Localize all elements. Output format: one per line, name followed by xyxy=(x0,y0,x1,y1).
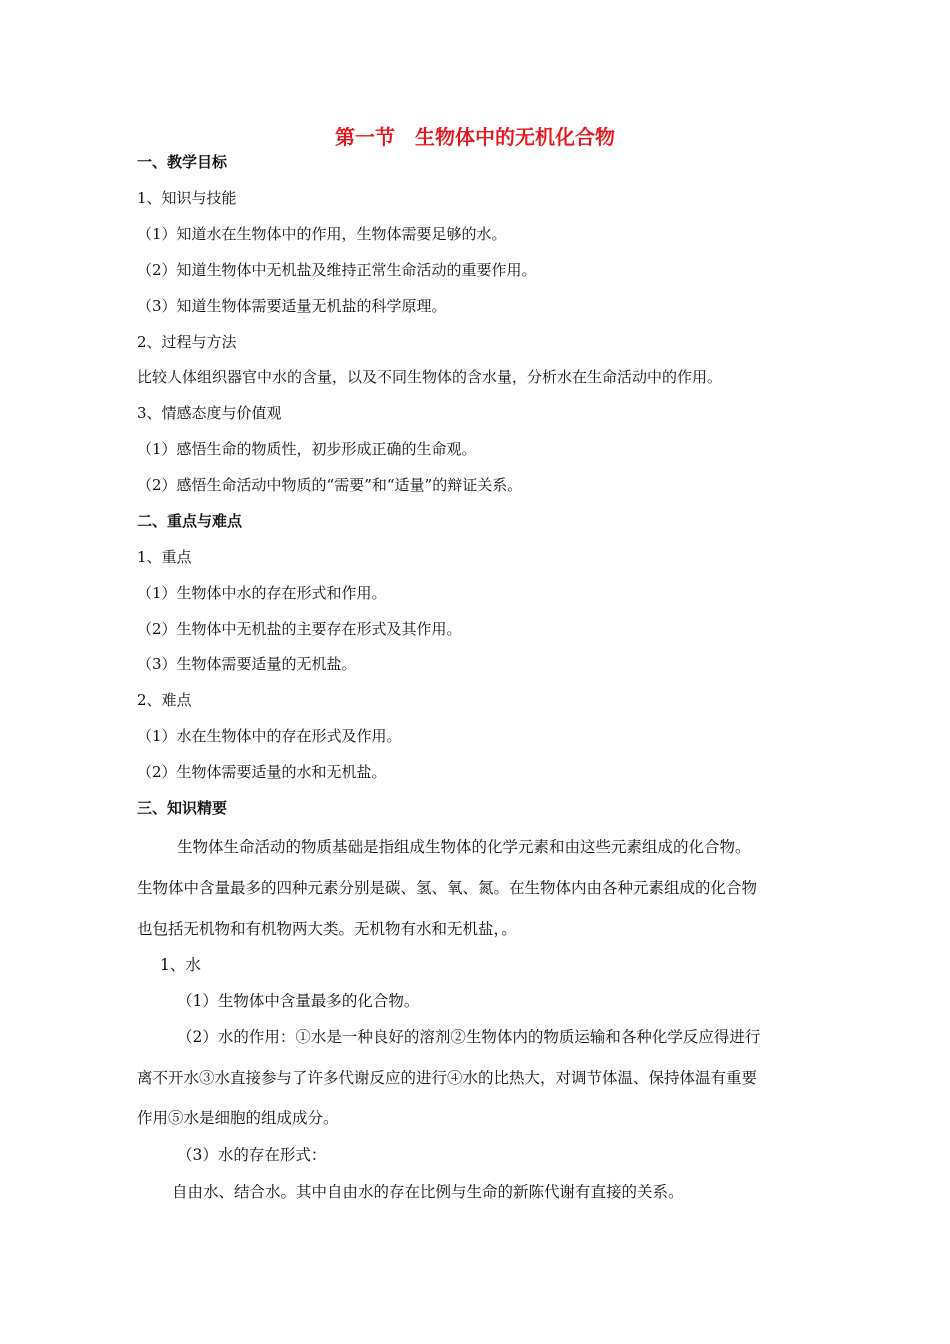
section-heading-key-points: 二、重点与难点 xyxy=(137,512,243,530)
paragraph-line: （2）水的作用：①水是一种良好的溶剂②生物体内的物质运输和各种化学反应得进行 xyxy=(177,1028,761,1046)
subheading-difficulty: 2、难点 xyxy=(137,691,192,709)
paragraph-line: 也包括无机物和有机物两大类。无机物有水和无机盐，。 xyxy=(137,920,517,938)
list-item: （2）生物体中无机盐的主要存在形式及其作用。 xyxy=(137,620,462,638)
subheading-knowledge-skills: 1、知识与技能 xyxy=(137,189,237,207)
list-item: （3）生物体需要适量的无机盐。 xyxy=(137,655,357,673)
list-item: （3）知道生物体需要适量无机盐的科学原理。 xyxy=(137,297,447,315)
list-item: （3）水的存在形式： xyxy=(177,1146,327,1164)
paragraph-line: 生物体中含量最多的四种元素分别是碳、氢、氧、氮。在生物体内由各种元素组成的化合物 xyxy=(137,879,758,897)
paragraph-line: 离不开水③水直接参与了许多代谢反应的进行④水的比热大，对调节体温、保持体温有重要 xyxy=(137,1069,758,1087)
list-item: （1）知道水在生物体中的作用，生物体需要足够的水。 xyxy=(137,225,507,243)
section-heading-teaching-goals: 一、教学目标 xyxy=(137,153,228,171)
paragraph-line: 作用⑤水是细胞的组成成分。 xyxy=(137,1109,339,1127)
subheading-attitude-values: 3、情感态度与价值观 xyxy=(137,404,282,422)
list-item: （2）感悟生命活动中物质的“需要”和“适量”的辩证关系。 xyxy=(137,476,523,494)
paragraph-text: 比较人体组织器官中水的含量，以及不同生物体的含水量，分析水在生命活动中的作用。 xyxy=(137,368,723,386)
list-item: （2）生物体需要适量的水和无机盐。 xyxy=(137,763,387,781)
subheading-process-method: 2、过程与方法 xyxy=(137,333,237,351)
subheading-key-point: 1、重点 xyxy=(137,548,192,566)
section-heading-knowledge-essentials: 三、知识精要 xyxy=(137,799,228,817)
paragraph-line: 生物体生命活动的物质基础是指组成生物体的化学元素和由这些元素组成的化合物。 xyxy=(177,838,751,856)
paragraph-line: 自由水、结合水。其中自由水的存在比例与生命的新陈代谢有直接的关系。 xyxy=(172,1183,684,1201)
list-item: （1）生物体中含量最多的化合物。 xyxy=(177,992,420,1010)
list-item: （1）生物体中水的存在形式和作用。 xyxy=(137,584,387,602)
list-item: （2）知道生物体中无机盐及维持正常生命活动的重要作用。 xyxy=(137,261,537,279)
list-item: （1）水在生物体中的存在形式及作用。 xyxy=(137,727,402,745)
page-title: 第一节 生物体中的无机化合物 xyxy=(335,125,615,149)
subheading-water: 1、水 xyxy=(160,956,201,974)
list-item: （1）感悟生命的物质性，初步形成正确的生命观。 xyxy=(137,440,477,458)
